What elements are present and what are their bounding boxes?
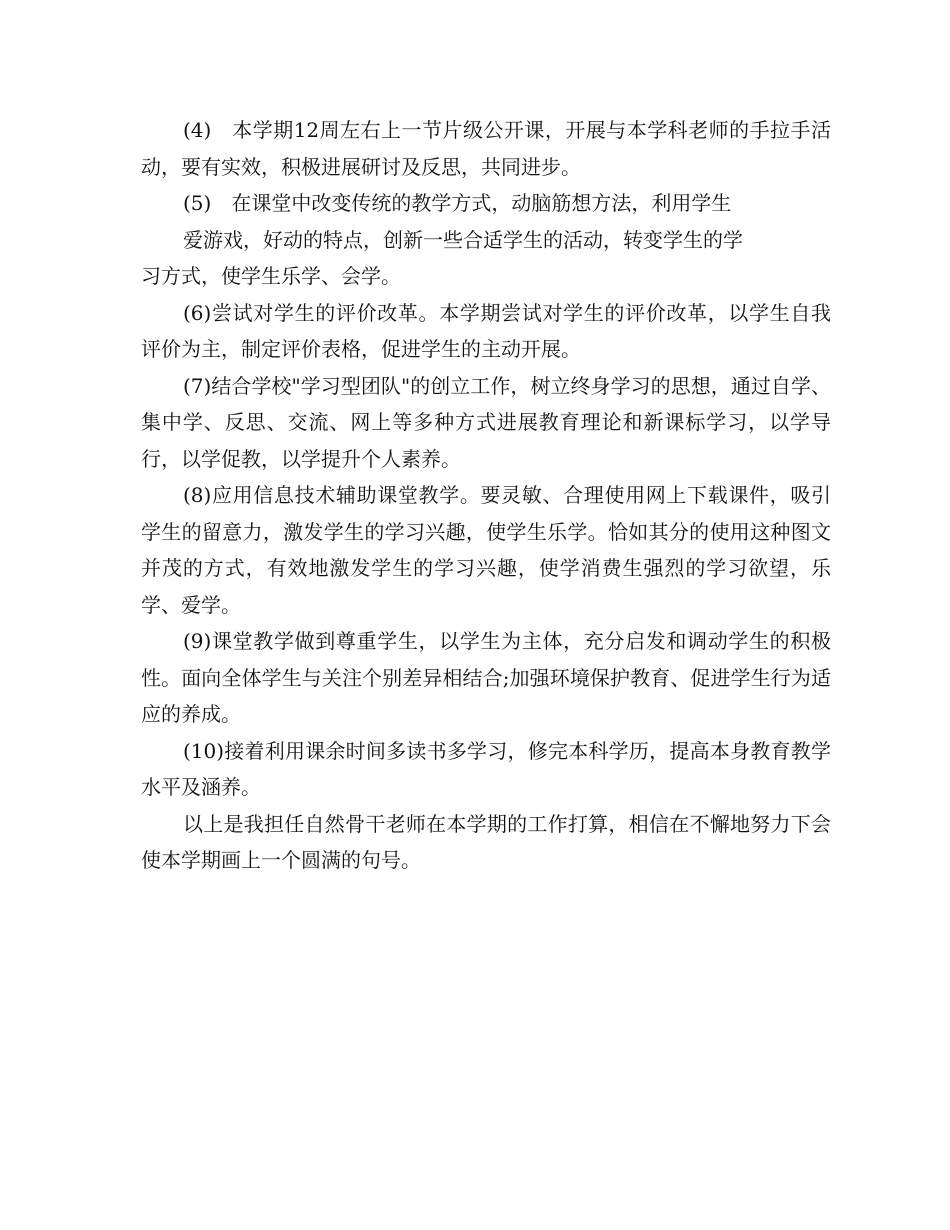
paragraph-item-4: (4) 本学期12周左右上一节片级公开课，开展与本学科老师的手拉手活动，要有实效，积极进展研讨及反思，共同进步。 — [141, 118, 831, 179]
paragraph-item-6: (6)尝试对学生的评价改革。本学期尝试对学生的评价改革，以学生自我评价为主，制定评价表格，促进学生的主动开展。 — [141, 300, 831, 361]
paragraph-item-5-line-1: (5) 在课堂中改变传统的教学方式，动脑筋想方法，利用学生 — [183, 191, 732, 215]
paragraph-item-10: (10)接着利用课余时间多读书多学习，修完本科学历，提高本身教育教学水平及涵养。 — [141, 738, 831, 799]
paragraph-conclusion: 以上是我担任自然骨干老师在本学期的工作打算，相信在不懈地努力下会使本学期画上一个圆满的句号。 — [141, 811, 831, 872]
paragraph-item-8: (8)应用信息技术辅助课堂教学。要灵敏、合理使用网上下载课件，吸引学生的留意力，激发学生的学习兴趣，使学生乐学。恰如其分的使用这种图文并茂的方式，有效地激发学生的学习兴趣，使学消费生强烈的学习欲望，乐学、爱学。 — [141, 483, 831, 617]
paragraph-item-7: (7)结合学校"学习型团队"的创立工作，树立终身学习的思想，通过自学、集中学、反思、交流、网上等多种方式进展教育理论和新课标学习，以学导行，以学促教，以学提升个人素养。 — [141, 373, 831, 471]
paragraph-item-9: (9)课堂教学做到尊重学生，以学生为主体，充分启发和调动学生的积极性。面向全体学生与关注个别差异相结合;加强环境保护教育、促进学生行为适应的养成。 — [141, 629, 831, 726]
paragraph-item-5 — [141, 185, 831, 295]
document-body — [141, 112, 831, 879]
paragraph-item-5-line-3: 习方式，使学生乐学、会学。 — [141, 264, 401, 288]
paragraph-item-5-line-2: 爱游戏，好动的特点，创新一些合适学生的活动，转变学生的学 — [183, 227, 743, 252]
